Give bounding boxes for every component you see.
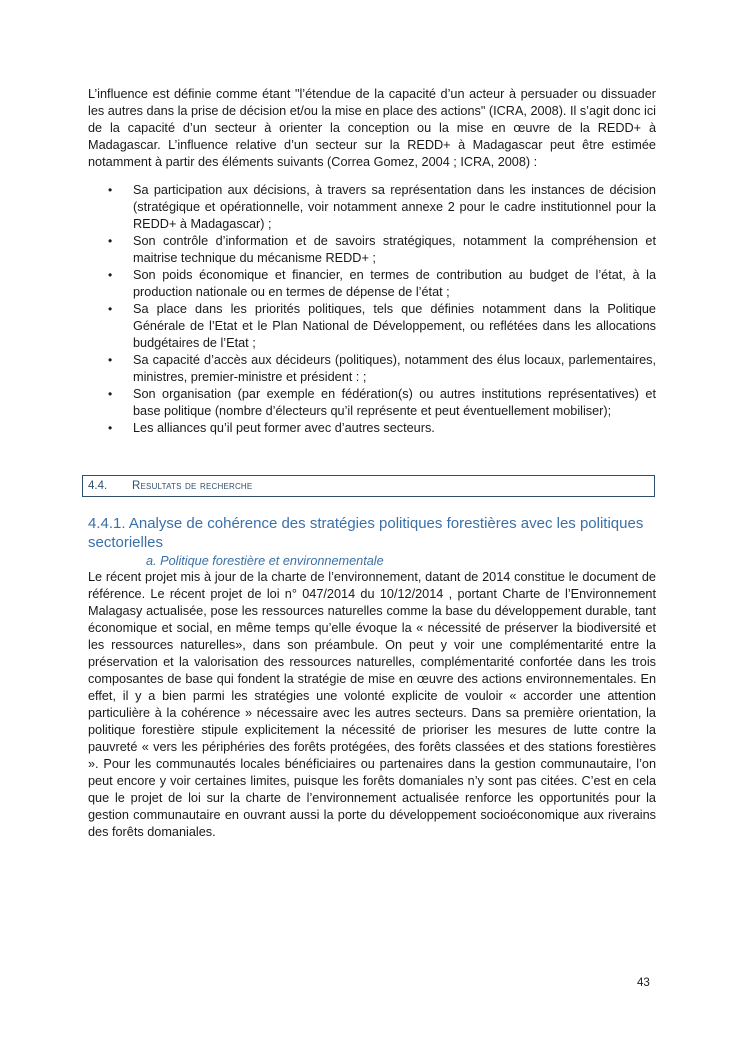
list-item	[108, 352, 656, 386]
list-item-text: Les alliances qu’il peut former avec d’autres secteurs.	[133, 421, 435, 435]
list-item-text: Sa participation aux décisions, à travers sa représentation dans les instances de décision (stratégique et opérationnelle, voir notamment annexe 2 pour le cadre institutionnel pour la REDD+ à Madagascar) ;	[133, 183, 656, 231]
section-heading-box	[82, 475, 655, 497]
list-item	[108, 386, 656, 420]
section-number: 4.4.	[88, 480, 108, 492]
list-item	[108, 420, 656, 437]
intro-paragraph: L’influence est définie comme étant "l’étendue de la capacité d’un acteur à persuader ou dissuader les autres dans la prise de décision et/ou la mise en place des actions" (ICRA, 2008). Il s’agit donc ici de la capacité d’un secteur à orienter la conception ou la mise en œuvre de la REDD+ à Madagascar. L’influence relative d’un secteur sur la REDD+ à Madagascar peut être estimée notamment à partir des éléments suivants (Correa Gomez, 2004 ; ICRA, 2008) :	[88, 87, 656, 169]
bullet-icon: •	[108, 421, 113, 435]
list-item-text: Son contrôle d’information et de savoirs stratégiques, notamment la compréhension et maitrise technique du mécanisme REDD+ ;	[133, 234, 656, 265]
document-page	[88, 86, 656, 841]
list-item	[108, 267, 656, 301]
main-paragraph: Le récent projet mis à jour de la charte de l’environnement, datant de 2014 constitue le document de référence. Le récent projet de loi n° 047/2014 du 10/12/2014 , portant Charte de l’Environnement Malagasy actualisée, pose les ressources naturelles comme la base du développement durable, tant économique et social, en même temps qu’elle évoque la « nécessité de préserver la biodiversité et les ressources naturelles», dans son préambule. On peut y voir une complémentarité entre la préservation et la valorisation des ressources naturelles, complémentarité confortée dans les trois composantes de base qui fondent la stratégie de mise en œuvre des actions environnementales. En effet, il y a bien parmi les stratégies une volonté explicite de vouloir « accorder une attention particulière à la cohérence » nécessaire avec les autres secteurs. Dans sa première orientation, la politique forestière stipule explicitement la nécessité de prioriser les mesures de lutte contre la pauvreté « vers les périphéries des forêts protégées, des forêts classées et des stations forestières ». Pour les communautés locales bénéficiaires ou partenaires dans la gestion communautaire, l’on peut encore y voir certaines limites, puisque les forêts domaniales n’y sont pas citées. C’est en cela que le projet de loi sur la charte de l’environnement actualisée renforce les opportunités pour la gestion communautaire en ouvrant aussi la porte du développement socioéconomique aux riverains des forêts domaniales.	[88, 570, 656, 839]
list-item	[108, 301, 656, 352]
list-item-text: Sa capacité d’accès aux décideurs (politiques), notamment des élus locaux, parlementaires, ministres, premier-ministre et président : ;	[133, 353, 656, 384]
bullet-icon: •	[108, 183, 113, 197]
bullet-icon: •	[108, 234, 113, 248]
criteria-bullet-list	[88, 182, 656, 437]
list-item-text: Son organisation (par exemple en fédération(s) ou autres institutions représentatives) et base politique (nombre d’électeurs qu’il représente et peut éventuellement mobiliser);	[133, 387, 656, 418]
bullet-icon: •	[108, 387, 113, 401]
list-item	[108, 182, 656, 233]
subsubsection-title: a. Politique forestière et environnementale	[146, 554, 384, 568]
list-item	[108, 233, 656, 267]
list-item-text: Sa place dans les priorités politiques, tels que définies notamment dans la Politique Générale de l’Etat et le Plan National de Développement, ou reflétées dans les allocations budgétaires de l’Etat ;	[133, 302, 656, 350]
bullet-icon: •	[108, 268, 113, 282]
subsection-title: 4.4.1. Analyse de cohérence des stratégies politiques forestières avec les politiques sectorielles	[88, 515, 644, 551]
list-item-text: Son poids économique et financier, en termes de contribution au budget de l’état, à la production nationale ou en termes de dépense de l’état ;	[133, 268, 656, 299]
bullet-icon: •	[108, 353, 113, 367]
page-number: 43	[637, 977, 650, 989]
bullet-icon: •	[108, 302, 113, 316]
section-title: Resultats de recherche	[132, 480, 253, 492]
